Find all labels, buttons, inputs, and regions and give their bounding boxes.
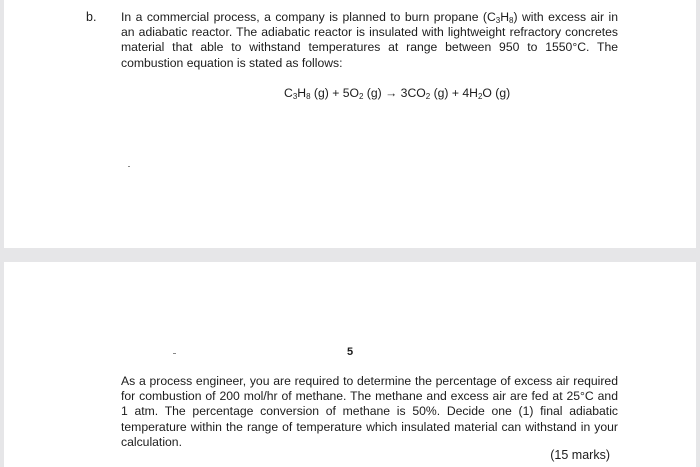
question-label: b. bbox=[86, 10, 97, 24]
question-intro: In a commercial process, a company is planned to burn propane $(C_3H_8)$ with excess air in an adiabatic reactor. The adiabatic reactor is insulated with lightweight refractory concretes material that able to withstand temperatures at range between 950 to 1550°C. The combustion equation is stated as follows: bbox=[121, 10, 618, 70]
combustion-equation: $C_3H_8$ $(g) + 5O_2$ $(g) \to 3CO_2$ $(g) + 4H_2O$ (g) bbox=[284, 86, 511, 101]
document-page-bottom bbox=[4, 262, 696, 467]
page-number: 5 bbox=[347, 346, 354, 358]
question-task: As a process engineer, you are required to determine the percentage of excess air required for combustion of 200 mol/hr of methane. The methane and excess air are fed at 25°C and 1 atm. The percentage conversion of methane is 50%. Decide one (1) final adiabatic temperature within the range of temperature which insulated material can withstand in your calculation. bbox=[121, 374, 618, 449]
scan-speck bbox=[173, 353, 176, 354]
scan-speck bbox=[128, 166, 130, 167]
document-page-top bbox=[4, 0, 696, 248]
marks-label: (15 marks) bbox=[550, 448, 610, 462]
